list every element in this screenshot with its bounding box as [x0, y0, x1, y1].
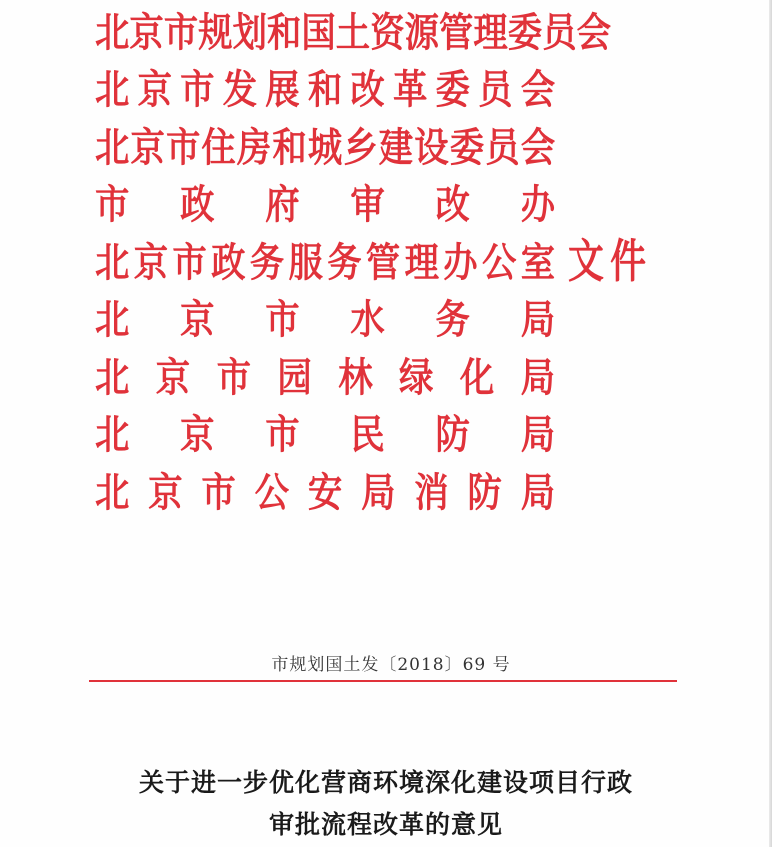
- agency-char: 北: [95, 8, 130, 56]
- agency-char: 市: [95, 181, 130, 229]
- agency-char: 室: [520, 238, 556, 286]
- agency-line: [95, 177, 555, 235]
- agency-line: [95, 234, 555, 292]
- agency-char: 市: [180, 66, 215, 114]
- agency-char: 和: [267, 8, 302, 56]
- agency-char: 京: [148, 468, 183, 516]
- title-line-2: 审批流程改革的意见: [268, 810, 503, 839]
- agency-char: 绿: [399, 353, 434, 401]
- agency-char: 管: [439, 8, 474, 56]
- agency-char: 北: [95, 468, 130, 516]
- agency-char: 京: [155, 353, 191, 401]
- agency-char: 水: [350, 296, 385, 344]
- agency-char: 展: [265, 66, 300, 114]
- agency-char: 北: [95, 123, 130, 171]
- document-number: 市规划国土发〔2018〕69 号: [271, 655, 511, 675]
- agency-char: 局: [520, 296, 556, 344]
- agency-char: 民: [350, 411, 385, 459]
- agency-char: 会: [520, 66, 556, 114]
- agency-char: 北: [95, 296, 130, 344]
- agency-char: 委: [435, 66, 470, 114]
- document-title: [60, 762, 712, 846]
- agency-char: 政: [211, 238, 246, 286]
- agency-char: 和: [307, 66, 343, 114]
- agency-char: 房: [236, 123, 272, 171]
- agency-char: 局: [520, 411, 556, 459]
- agency-char: 革: [392, 66, 428, 114]
- agency-char: 理: [404, 238, 439, 286]
- agency-char: 理: [473, 8, 508, 56]
- agency-char: 防: [467, 468, 502, 516]
- title-line-1: 关于进一步优化营商环境深化建设项目行政: [138, 768, 633, 797]
- agency-char: 土: [335, 8, 371, 56]
- agency-char: 委: [449, 123, 485, 171]
- agency-char: 京: [180, 296, 215, 344]
- agency-char: 京: [130, 123, 165, 171]
- agency-char: 员: [542, 8, 577, 56]
- agency-char: 务: [435, 296, 470, 344]
- agency-char: 市: [201, 468, 236, 516]
- agency-line: [95, 62, 555, 120]
- agency-char: 京: [133, 238, 169, 286]
- agency-line: [95, 119, 555, 177]
- agency-char: 北: [95, 353, 130, 401]
- agency-char: 务: [249, 238, 285, 286]
- agency-char: 乡: [343, 123, 378, 171]
- agency-char: 国: [301, 8, 336, 56]
- agency-char: 审: [350, 181, 385, 229]
- agency-char: 改: [435, 181, 470, 229]
- agency-char: 局: [520, 468, 556, 516]
- agency-char: 员: [485, 123, 520, 171]
- agency-char: 防: [435, 411, 470, 459]
- agency-char: 务: [327, 238, 362, 286]
- agency-char: 府: [265, 181, 300, 229]
- red-divider-line: [89, 680, 677, 682]
- agency-char: 会: [576, 8, 611, 56]
- agency-char: 和: [272, 123, 307, 171]
- agency-char: 改: [350, 66, 385, 114]
- agency-char: 局: [520, 353, 556, 401]
- document-label: 文件: [568, 234, 653, 288]
- agency-char: 委: [507, 8, 543, 56]
- agency-char: 消: [414, 468, 449, 516]
- agency-char: 市: [172, 238, 207, 286]
- agency-char: 规: [198, 8, 233, 56]
- agency-char: 公: [254, 468, 290, 516]
- agency-char: 林: [338, 353, 373, 401]
- agency-char: 办: [443, 238, 478, 286]
- agency-char: 北: [95, 238, 130, 286]
- agency-char: 会: [520, 123, 556, 171]
- agency-char: 公: [482, 238, 517, 286]
- agency-char: 管: [365, 238, 401, 286]
- agency-char: 市: [163, 8, 199, 56]
- agency-char: 办: [520, 181, 556, 229]
- agency-char: 市: [265, 296, 300, 344]
- agency-char: 划: [232, 8, 267, 56]
- agency-char: 住: [201, 123, 236, 171]
- agency-char: 北: [95, 66, 130, 114]
- agency-char: 设: [414, 123, 449, 171]
- agency-char: 服: [288, 238, 323, 286]
- agency-char: 局: [361, 468, 396, 516]
- agency-char: 城: [307, 123, 343, 171]
- agency-char: 市: [216, 353, 252, 401]
- agency-char: 源: [404, 8, 439, 56]
- agency-char: 京: [129, 8, 164, 56]
- agency-char: 市: [165, 123, 201, 171]
- agency-line: [95, 4, 611, 62]
- agency-line: [95, 464, 555, 522]
- agency-char: 政: [180, 181, 215, 229]
- agency-line: [95, 349, 555, 407]
- agency-char: 员: [478, 66, 513, 114]
- agency-char: 发: [222, 66, 258, 114]
- agency-char: 建: [378, 123, 414, 171]
- agency-line: [95, 407, 555, 465]
- agency-char: 安: [307, 468, 343, 516]
- agency-char: 市: [265, 411, 300, 459]
- agency-line: [95, 292, 555, 350]
- agency-char: 北: [95, 411, 130, 459]
- agency-char: 化: [459, 353, 495, 401]
- agency-char: 京: [180, 411, 215, 459]
- agency-char: 资: [370, 8, 405, 56]
- agency-char: 园: [277, 353, 312, 401]
- agency-char: 京: [137, 66, 172, 114]
